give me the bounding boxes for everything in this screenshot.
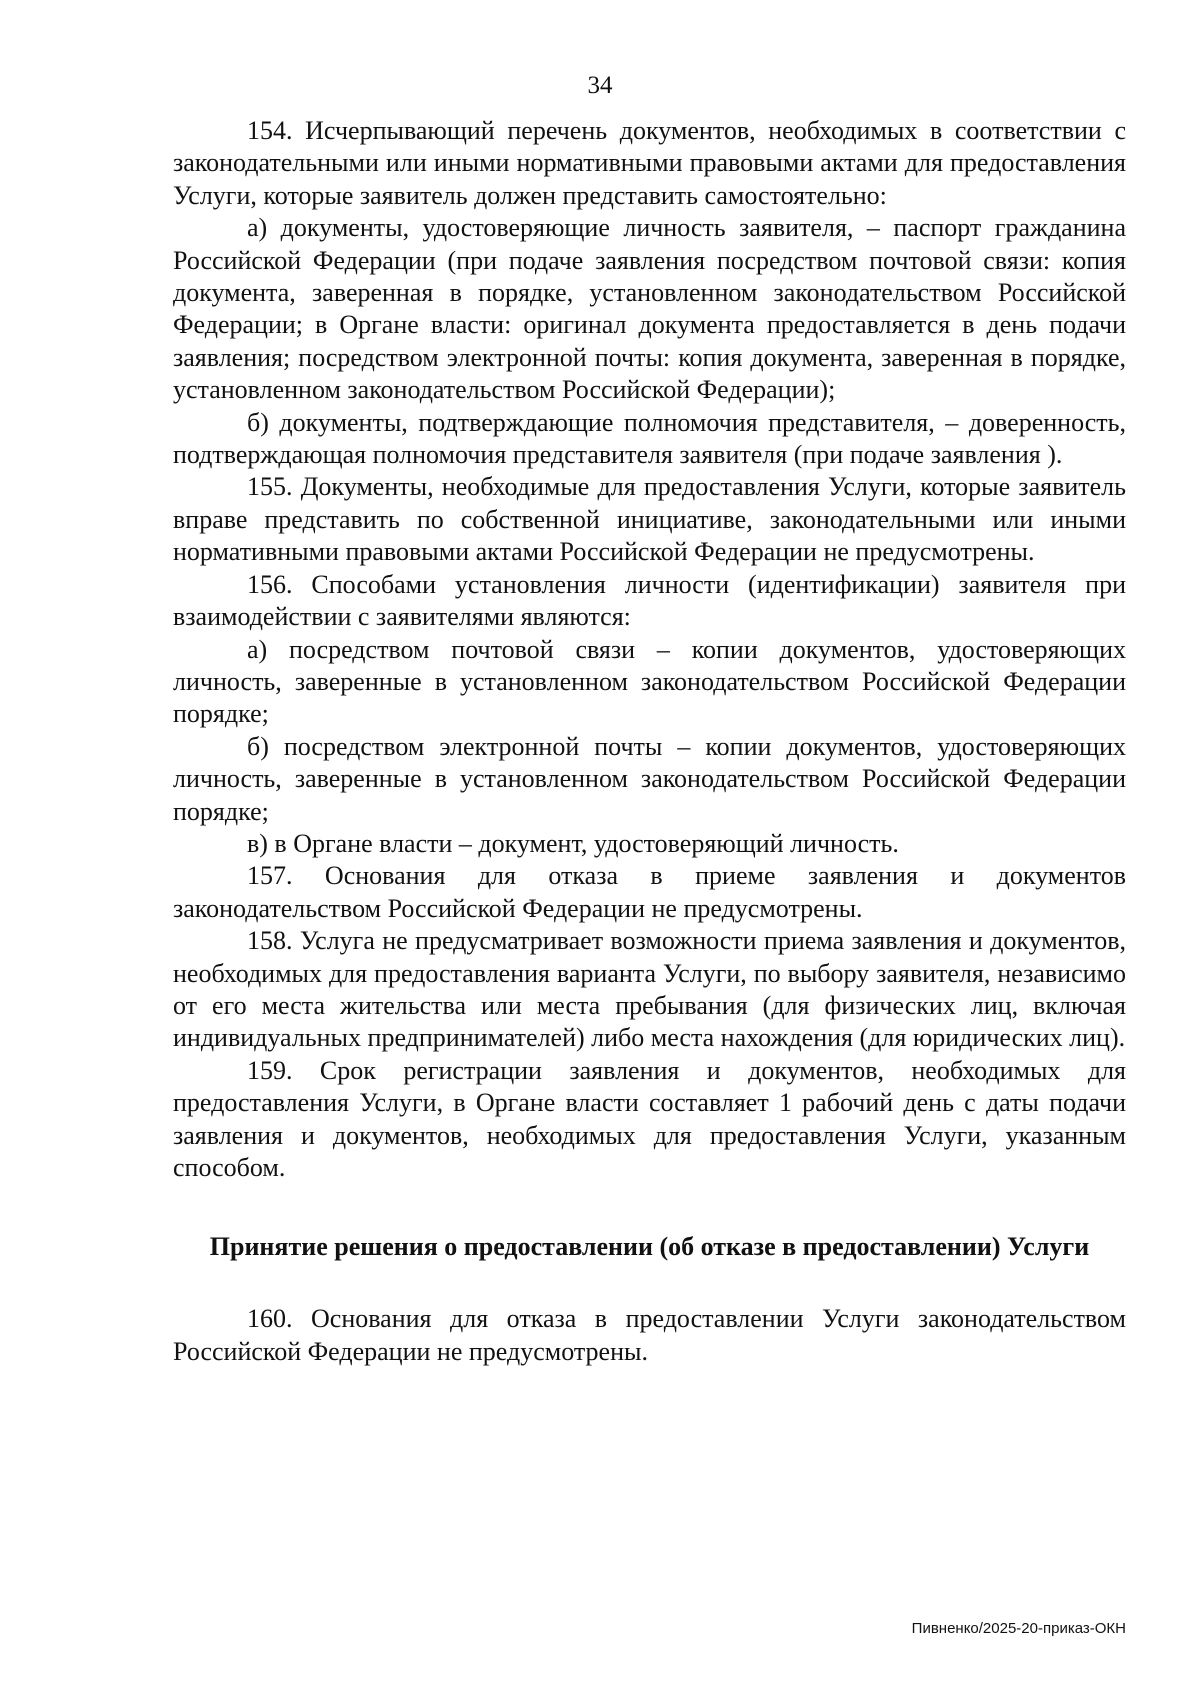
paragraph-158: 158. Услуга не предусматривает возможности приема заявления и документов, необходимых для предоставления варианта Услуги, по выбору заявителя, независимо от его места жительства или места пребывания (для физических лиц, включая индивидуальных предпринимателей) либо места нахождения (для юридических лиц). bbox=[173, 926, 1126, 1053]
paragraph-156-b: б) посредством электронной почты – копии документов, удостоверяющих личность, заверенные в установленном законодательством Российской Федерации порядке; bbox=[173, 731, 1126, 826]
paragraph-154-b: б) документы, подтверждающие полномочия представителя, – доверенность, подтверждающая полномочия представителя заявителя (при подаче заявления ). bbox=[173, 407, 1126, 470]
section-heading: Принятие решения о предоставлении (об отказе в предоставлении) Услуги bbox=[209, 1232, 1090, 1262]
footer-document-id: Пивненко/2025-20-приказ-ОКН bbox=[911, 1620, 1126, 1637]
paragraph-156: 156. Способами установления личности (идентификации) заявителя при взаимодействии с заявителями являются: bbox=[173, 569, 1126, 632]
paragraph-155: 155. Документы, необходимые для предоставления Услуги, которые заявитель вправе представить по собственной инициативе, законодательными или иными нормативными правовыми актами Российской Федерации не предусмотрены. bbox=[173, 472, 1126, 567]
paragraph-159: 159. Срок регистрации заявления и документов, необходимых для предоставления Услуги, в Органе власти составляет 1 рабочий день с даты подачи заявления и документов, необходимых для предоставления Услуги, указанным способом. bbox=[173, 1055, 1126, 1182]
page-number: 34 bbox=[587, 72, 613, 99]
paragraph-154: 154. Исчерпывающий перечень документов, необходимых в соответствии с законодательными или иными нормативными правовыми актами для предоставления Услуги, которые заявитель должен представить самостоятельно: bbox=[173, 116, 1126, 210]
paragraph-157: 157. Основания для отказа в приеме заявления и документов законодательством Российской Федерации не предусмотрены. bbox=[173, 861, 1126, 923]
paragraph-156-c: в) в Органе власти – документ, удостоверяющий личность. bbox=[247, 828, 899, 858]
document-body bbox=[173, 115, 1126, 1368]
paragraph-160: 160. Основания для отказа в предоставлении Услуги законодательством Российской Федерации не предусмотрены. bbox=[173, 1304, 1126, 1366]
paragraph-156-a: а) посредством почтовой связи – копии документов, удостоверяющих личность, заверенные в установленном законодательством Российской Федерации порядке; bbox=[173, 634, 1126, 729]
paragraph-154-a: а) документы, удостоверяющие личность заявителя, – паспорт гражданина Российской Федерации (при подаче заявления посредством почтовой связи: копия документа, заверенная в порядке, установленном законодательством Российской Федерации; в Органе власти: оригинал документа предоставляется в день подачи заявления; посредством электронной почты: копия документа, заверенная в порядке, установленном законодательством Российской Федерации); bbox=[173, 213, 1126, 405]
